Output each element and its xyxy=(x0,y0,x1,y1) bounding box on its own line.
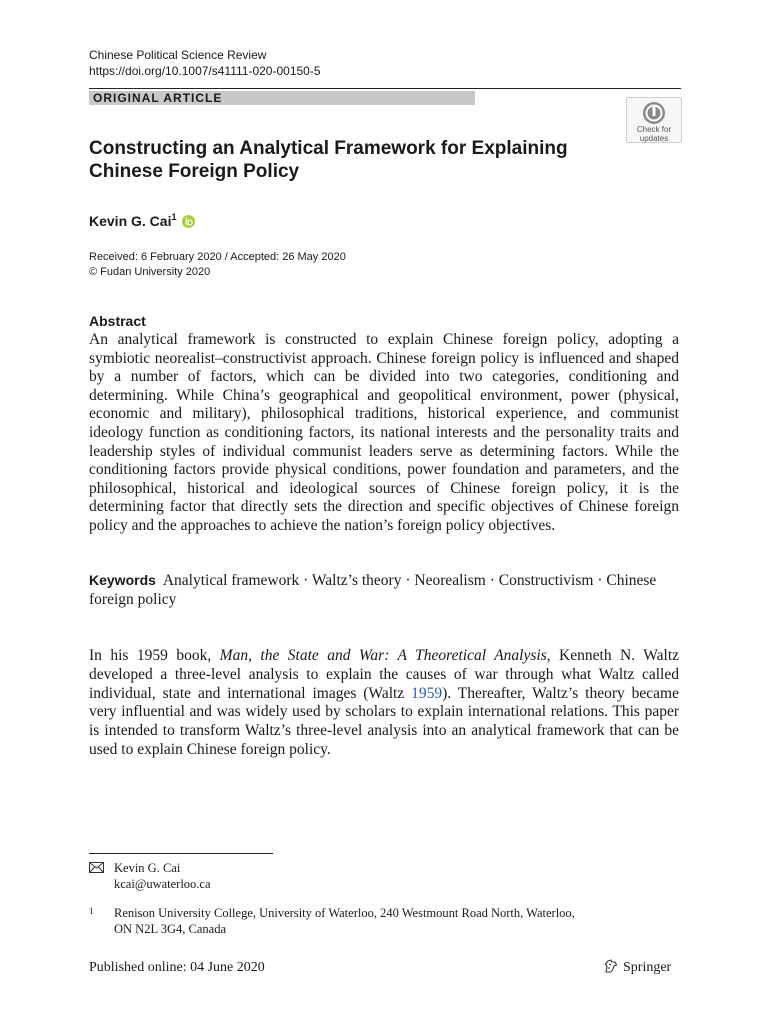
abstract-heading: Abstract xyxy=(89,313,146,329)
article-type-label: ORIGINAL ARTICLE xyxy=(93,91,223,105)
affiliation-line-2: ON N2L 3G4, Canada xyxy=(114,922,227,936)
abstract-text: An analytical framework is constructed to explain Chinese foreign policy, adopting a symbiotic neorealist–constructivist approach. Chinese foreign policy is influenced and shaped by a number of factors, which can be divided into two categories, conditioning and determining. While China’s geographical and geopolitical environment, power (physical, economic and military), philosophical traditions, historical experience, and communist ideology function as conditioning factors, its national interests and the personality traits and leadership styles of individual communist leaders serve as determining factors. While the conditioning factors provide physical conditions, power foundation and parameters, and the philosophical, historical and ideological sources of Chinese foreign policy, it is the determining factor that directly sets the direction and specific objectives of Chinese foreign policy and the approaches to achieve the nation’s foreign policy objectives. xyxy=(89,331,679,534)
check-for-updates-badge[interactable] xyxy=(626,97,682,143)
springer-horse-icon xyxy=(603,958,619,974)
journal-doi[interactable]: https://doi.org/10.1007/s41111-020-00150-5 xyxy=(89,64,321,78)
contact-email[interactable]: kcai@uwaterloo.ca xyxy=(114,877,211,891)
article-dates xyxy=(89,250,346,279)
affiliation-mark: 1 xyxy=(171,212,177,222)
publisher-logo xyxy=(603,958,671,977)
intro-text-1: In his 1959 book, xyxy=(89,647,220,664)
article-type-bar xyxy=(89,88,681,106)
intro-text-2: , Kenneth N. Waltz developed a three-level analysis to explain the causes of war through what Waltz called individual, state and international images (Waltz xyxy=(89,647,680,702)
affiliation-footnote-mark: 1 xyxy=(89,906,94,916)
intro-paragraph xyxy=(89,647,679,760)
book-title: Man, the State and War: A Theoretical Analysis xyxy=(219,647,547,664)
citation-link[interactable]: 1959 xyxy=(411,684,443,702)
author-line xyxy=(89,208,195,230)
check-updates-line2: updates xyxy=(639,134,669,143)
journal-header xyxy=(89,47,321,79)
keywords xyxy=(89,571,679,609)
footnote-affiliation xyxy=(89,905,679,937)
affiliation-line-1: Renison University College, University of Waterloo, 240 Westmount Road North, Waterloo, xyxy=(114,906,575,920)
keywords-label: Keywords xyxy=(89,572,156,588)
article-title: Constructing an Analytical Framework for Explaining Chinese Foreign Policy xyxy=(89,138,568,182)
footnote-divider xyxy=(89,853,273,854)
received-accepted: Received: 6 February 2020 / Accepted: 26 May 2020 xyxy=(89,251,346,263)
published-online: Published online: 04 June 2020 xyxy=(89,960,265,975)
intro-text-3: ). Thereafter, Waltz’s theory became very influential and was widely used by scholars to explain international relations. This paper is intended to transform Waltz’s three-level analysis into an analytical framework that can be used to explain Chinese foreign policy. xyxy=(89,684,679,758)
keywords-text: Analytical framework · Waltz’s theory · Neorealism · Constructivism · Chinese foreign policy xyxy=(89,572,657,608)
envelope-icon xyxy=(89,862,104,873)
copyright: © Fudan University 2020 xyxy=(89,265,211,278)
check-updates-line1: Check for xyxy=(636,125,672,134)
publisher-name: Springer xyxy=(623,960,672,975)
orcid-icon[interactable] xyxy=(182,215,195,228)
footnote-contact xyxy=(89,860,211,892)
check-updates-icon xyxy=(642,101,666,125)
contact-name: Kevin G. Cai xyxy=(114,861,181,875)
author-name: Kevin G. Cai xyxy=(89,213,172,229)
journal-name: Chinese Political Science Review xyxy=(89,48,267,62)
